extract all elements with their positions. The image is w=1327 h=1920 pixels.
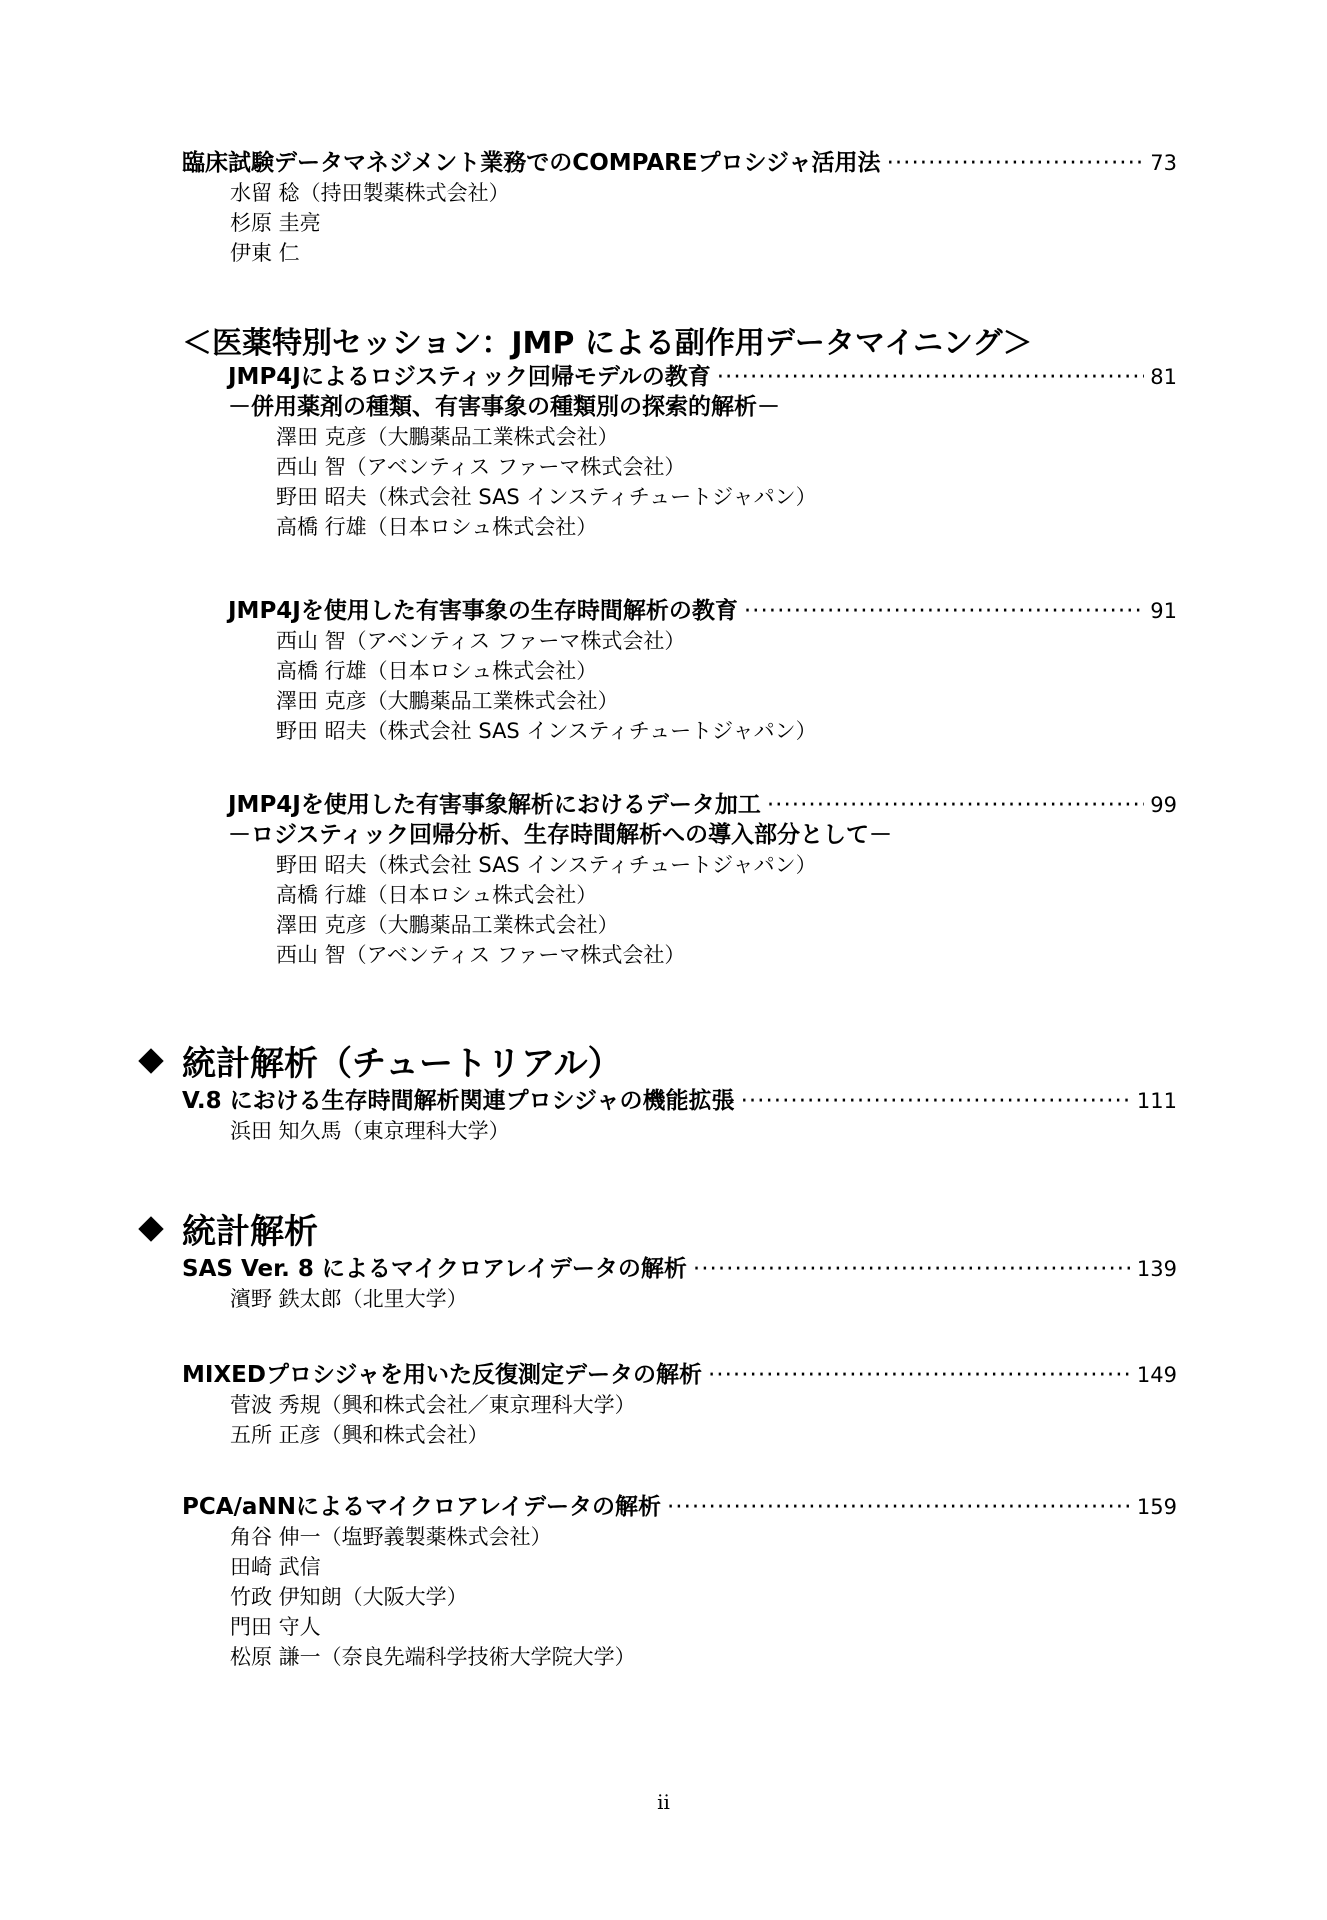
author-line: 伊東 仁 — [230, 241, 300, 265]
diamond-bullet-icon — [138, 1216, 163, 1241]
author-line: 高橋 行雄（日本ロシュ株式会社） — [276, 883, 598, 907]
author-line: 高橋 行雄（日本ロシュ株式会社） — [276, 659, 598, 683]
author-line: 竹政 伊知朗（大阪大学） — [230, 1585, 468, 1609]
author-line: 野田 昭夫（株式会社 SAS インスティチュートジャパン） — [276, 719, 817, 743]
toc-entry-title: 臨床試験データマネジメント業務でのCOMPAREプロシジャ活用法 — [182, 150, 881, 176]
author-line: 水留 稔（持田製薬株式会社） — [230, 181, 510, 205]
toc-entry-subtitle: －併用薬剤の種類、有害事象の種類別の探索的解析－ — [228, 394, 780, 420]
leader-dots — [767, 790, 1144, 820]
toc-entry-title-row[interactable] — [228, 790, 1177, 820]
leader-dots — [708, 1360, 1131, 1390]
author-line: 澤田 克彦（大鵬薬品工業株式会社） — [276, 913, 619, 937]
leader-dots — [667, 1492, 1131, 1522]
toc-entry-subtitle: －ロジスティック回帰分析、生存時間解析への導入部分として－ — [228, 822, 893, 848]
leader-dots — [717, 362, 1145, 392]
toc-entry — [228, 596, 1177, 746]
author-line: 田崎 武信 — [230, 1555, 321, 1579]
toc-entry-title: PCA/aNNによるマイクロアレイデータの解析 — [182, 1494, 661, 1520]
toc-entry-page: 111 — [1136, 1089, 1177, 1113]
author-line: 澤田 克彦（大鵬薬品工業株式会社） — [276, 425, 619, 449]
toc-entry-title-row[interactable] — [182, 148, 1177, 178]
toc-entry — [182, 1360, 1177, 1450]
toc-entry-title: JMP4Jを使用した有害事象の生存時間解析の教育 — [228, 598, 738, 624]
author-line: 西山 智（アベンティス ファーマ株式会社） — [276, 943, 686, 967]
page-number: ii — [657, 1790, 670, 1814]
author-line: 西山 智（アベンティス ファーマ株式会社） — [276, 629, 686, 653]
author-line: 西山 智（アベンティス ファーマ株式会社） — [276, 455, 686, 479]
toc-entry-page: 149 — [1136, 1363, 1177, 1387]
leader-dots — [741, 1086, 1131, 1116]
toc-entry-title-row[interactable] — [182, 1254, 1177, 1284]
toc-entry — [228, 790, 1177, 970]
toc-entry-page: 81 — [1150, 365, 1177, 389]
toc-entry — [228, 362, 1177, 542]
toc-entry-title: V.8 における生存時間解析関連プロシジャの機能拡張 — [182, 1088, 735, 1114]
author-line: 野田 昭夫（株式会社 SAS インスティチュートジャパン） — [276, 485, 817, 509]
author-line: 野田 昭夫（株式会社 SAS インスティチュートジャパン） — [276, 853, 817, 877]
author-line: 五所 正彦（興和株式会社） — [230, 1423, 489, 1447]
toc-entry-title: JMP4Jによるロジスティック回帰モデルの教育 — [228, 364, 711, 390]
session-heading: ＜医薬特別セッション：JMP による副作用データマイニング＞ — [182, 326, 1033, 361]
toc-entry-title-row[interactable] — [228, 596, 1177, 626]
section-heading — [134, 1036, 622, 1085]
author-line: 浜田 知久馬（東京理科大学） — [230, 1119, 510, 1143]
toc-entry — [182, 1492, 1177, 1672]
toc-entry-title-row[interactable] — [182, 1086, 1177, 1116]
toc-entry-page: 159 — [1136, 1495, 1177, 1519]
toc-entry-page: 99 — [1150, 793, 1177, 817]
leader-dots — [744, 596, 1144, 626]
author-line: 門田 守人 — [230, 1615, 321, 1639]
toc-entry-title-row[interactable] — [228, 362, 1177, 392]
author-line: 澤田 克彦（大鵬薬品工業株式会社） — [276, 689, 619, 713]
toc-entry-page: 73 — [1150, 151, 1177, 175]
toc-entry-title: MIXEDプロシジャを用いた反復測定データの解析 — [182, 1362, 702, 1388]
toc-entry — [182, 148, 1177, 268]
author-line: 松原 謙一（奈良先端科学技術大学院大学） — [230, 1645, 636, 1669]
section-heading-label: 統計解析（チュートリアル） — [182, 1044, 622, 1084]
leader-dots — [693, 1254, 1131, 1284]
toc-entry-page: 139 — [1136, 1257, 1177, 1281]
author-line: 高橋 行雄（日本ロシュ株式会社） — [276, 515, 598, 539]
author-line: 濱野 鉄太郎（北里大学） — [230, 1287, 468, 1311]
author-line: 杉原 圭亮 — [230, 211, 321, 235]
author-line: 菅波 秀規（興和株式会社／東京理科大学） — [230, 1393, 636, 1417]
toc-entry-title-row[interactable] — [182, 1360, 1177, 1390]
author-line: 角谷 伸一（塩野義製薬株式会社） — [230, 1525, 552, 1549]
section-heading-label: 統計解析 — [182, 1212, 318, 1252]
toc-entry-title: JMP4Jを使用した有害事象解析におけるデータ加工 — [228, 792, 761, 818]
toc-entry-title: SAS Ver. 8 によるマイクロアレイデータの解析 — [182, 1256, 687, 1282]
toc-entry — [182, 1254, 1177, 1314]
diamond-bullet-icon — [138, 1048, 163, 1073]
toc-entry — [182, 1086, 1177, 1146]
toc-entry-page: 91 — [1150, 599, 1177, 623]
section-heading — [134, 1204, 318, 1253]
toc-entry-title-row[interactable] — [182, 1492, 1177, 1522]
leader-dots — [887, 148, 1145, 178]
